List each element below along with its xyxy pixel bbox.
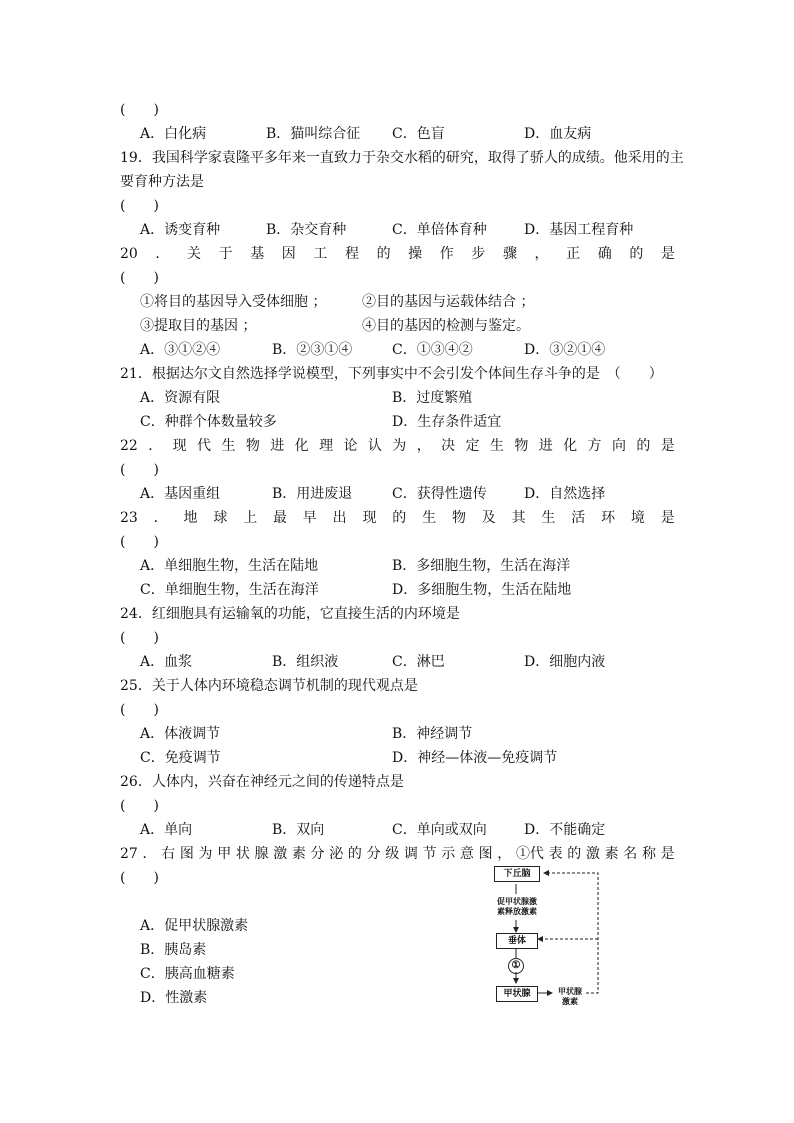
q26-option-a: A．单向 xyxy=(140,822,193,838)
trh-label xyxy=(490,896,544,916)
q27-stem-char: ， xyxy=(497,846,512,862)
q27-stem-char: 示 xyxy=(441,846,456,862)
q23-stem-char: 早 xyxy=(302,510,317,526)
q27-stem-char: 分 xyxy=(310,846,325,862)
q23-stem-char: 环 xyxy=(601,510,616,526)
q20-stem-char: 操 xyxy=(408,246,423,262)
q26-option-c: C．单向或双向 xyxy=(392,822,487,838)
q27-stem-char: 名 xyxy=(623,846,638,862)
q20-stem xyxy=(120,244,675,264)
q27-stem-char: 分 xyxy=(366,846,381,862)
q20-stem-char: 确 xyxy=(597,246,612,262)
q20-stem-char: 的 xyxy=(376,246,391,262)
q27-stem-char: 称 xyxy=(641,846,656,862)
q19-paren: ( ) xyxy=(120,198,159,214)
q20-stem-char: 是 xyxy=(660,246,675,262)
q23-stem-char: 活 xyxy=(571,510,586,526)
q18-option-b: B．猫叫综合征 xyxy=(266,126,361,142)
q20-stem-char: 步 xyxy=(471,246,486,262)
q23-option-b: B．多细胞生物，生活在海洋 xyxy=(392,558,571,574)
q22-stem-char: 方 xyxy=(587,438,602,454)
q22-stem-char: 理 xyxy=(319,438,334,454)
q20-item-3: ③提取目的基因 ； xyxy=(140,318,257,334)
q27-option-a: A．促甲状腺激素 xyxy=(140,918,249,934)
q20-stem-char: 骤 xyxy=(502,246,517,262)
q27-stem-char: 激 xyxy=(273,846,288,862)
q25-option-a: A．体液调节 xyxy=(140,726,221,742)
q21-option-b: B．过度繁殖 xyxy=(392,390,473,406)
q27-stem-char: 表 xyxy=(548,846,563,862)
q20-option-d: D．③②①④ xyxy=(524,342,606,358)
q27-stem-char: 是 xyxy=(660,846,675,862)
q27-stem-char: 级 xyxy=(385,846,400,862)
q24-option-c: C．淋巴 xyxy=(392,654,445,670)
q27-stem-char: 腺 xyxy=(254,846,269,862)
q22-stem-char: 物 xyxy=(245,438,260,454)
q27-stem-char: 意 xyxy=(459,846,474,862)
q20-stem-char: 正 xyxy=(566,246,581,262)
q23-stem-char: 是 xyxy=(660,510,675,526)
q22-stem-char: 是 xyxy=(660,438,675,454)
thyroid-hormone-label xyxy=(554,986,586,1006)
q20-stem-char: 程 xyxy=(344,246,359,262)
q27-stem-char: ． xyxy=(142,846,157,862)
q20-stem-char: ． xyxy=(155,246,170,262)
q21-option-c: C．种群个体数量较多 xyxy=(140,414,277,430)
hormone-1-circle: ① xyxy=(508,958,524,974)
q27-stem-char: 图 xyxy=(179,846,194,862)
q27-stem-char: 泌 xyxy=(329,846,344,862)
q22-stem-char: 化 xyxy=(294,438,309,454)
q27-stem-char: 节 xyxy=(422,846,437,862)
q27-stem-char: 的 xyxy=(347,846,362,862)
q19-stem: 19．我国科学家袁隆平多年来一直致力于杂交水稻的研究，取得了骄人的成绩。他采用的主 xyxy=(120,150,684,166)
q23-stem-char: 及 xyxy=(481,510,496,526)
q25-paren: ( ) xyxy=(120,702,159,718)
q20-stem-char: 因 xyxy=(281,246,296,262)
q22-stem-char: 生 xyxy=(221,438,236,454)
q23-stem-char: 最 xyxy=(272,510,287,526)
q27-stem-char: 为 xyxy=(198,846,213,862)
q27-option-d: D．性激素 xyxy=(140,990,208,1006)
q20-stem-char: ， xyxy=(534,246,549,262)
q22-stem-char: 进 xyxy=(538,438,553,454)
q18-option-d: D．血友病 xyxy=(524,126,592,142)
q26-option-b: B．双向 xyxy=(272,822,325,838)
q23-option-a: A．单细胞生物，生活在陆地 xyxy=(140,558,319,574)
q24-paren: ( ) xyxy=(120,630,159,646)
q20-stem-char: 的 xyxy=(629,246,644,262)
q22-option-a: A．基因重组 xyxy=(140,486,221,502)
q24-stem: 24．红细胞具有运输氧的功能，它直接生活的内环境是 xyxy=(120,606,460,622)
q22-stem-char: ． xyxy=(148,438,163,454)
q25-option-d: D．神经—体液—免疫调节 xyxy=(392,750,558,766)
q20-stem-char: 20 xyxy=(120,246,138,262)
thyroid-regulation-diagram xyxy=(490,862,610,1012)
q23-paren: ( ) xyxy=(120,534,159,550)
q22-option-c: C．获得性遗传 xyxy=(392,486,487,502)
q23-option-c: C．单细胞生物，生活在海洋 xyxy=(140,582,319,598)
q27-stem-char: 调 xyxy=(403,846,418,862)
q23-stem-char: 上 xyxy=(243,510,258,526)
q22-stem-char: 22 xyxy=(120,438,138,454)
q23-stem xyxy=(120,508,675,528)
q20-stem-char: 关 xyxy=(187,246,202,262)
q23-stem-char: 出 xyxy=(332,510,347,526)
q24-option-b: B．组织液 xyxy=(272,654,339,670)
q22-stem-char: 生 xyxy=(489,438,504,454)
q19-option-a: A．诱变育种 xyxy=(140,222,221,238)
q27-stem-char: 图 xyxy=(478,846,493,862)
feedback-to-hypothalamus xyxy=(544,873,598,993)
q20-stem-char: 基 xyxy=(250,246,265,262)
pituitary-box: 垂体 xyxy=(496,933,538,949)
q26-stem: 26．人体内，兴奋在神经元之间的传递特点是 xyxy=(120,774,404,790)
q20-option-b: B．②③①④ xyxy=(272,342,353,358)
q22-stem-char: 进 xyxy=(270,438,285,454)
q27-stem-char: 的 xyxy=(567,846,582,862)
q24-option-d: D．细胞内液 xyxy=(524,654,606,670)
q22-stem-char: 现 xyxy=(172,438,187,454)
q22-stem-char: 化 xyxy=(563,438,578,454)
q20-option-c: C．①③④② xyxy=(392,342,473,358)
q21-option-d: D．生存条件适宜 xyxy=(392,414,502,430)
q22-stem-char: 代 xyxy=(197,438,212,454)
q27-stem-char: ①代 xyxy=(515,846,544,862)
thyroid-box: 甲状腺 xyxy=(496,986,538,1002)
thyroid-hormone-line1: 甲状腺 xyxy=(558,986,582,996)
q19-option-b: B．杂交育种 xyxy=(266,222,347,238)
q27-option-b: B．胰岛素 xyxy=(140,942,207,958)
q22-stem-char: 为 xyxy=(392,438,407,454)
q20-item-2: ②目的基因与运载体结合 ； xyxy=(362,294,535,310)
q27-option-c: C．胰高血糖素 xyxy=(140,966,235,982)
q24-option-a: A．血浆 xyxy=(140,654,193,670)
q18-option-a: A．白化病 xyxy=(140,126,207,142)
q23-stem-char: 球 xyxy=(213,510,228,526)
q22-stem-char: 定 xyxy=(465,438,480,454)
q22-option-b: B．用进废退 xyxy=(272,486,353,502)
q25-stem: 25．关于人体内环境稳态调节机制的现代观点是 xyxy=(120,678,418,694)
q27-stem-char: 右 xyxy=(161,846,176,862)
q27-stem-char: 甲 xyxy=(217,846,232,862)
q23-stem-char: 地 xyxy=(183,510,198,526)
q20-stem-char: 于 xyxy=(218,246,233,262)
q22-stem-char: 决 xyxy=(441,438,456,454)
q19-option-d: D．基因工程育种 xyxy=(524,222,634,238)
q22-stem-char: 向 xyxy=(611,438,626,454)
q23-stem-char: 23 xyxy=(120,510,138,526)
q23-stem-char: 生 xyxy=(541,510,556,526)
q26-option-d: D．不能确定 xyxy=(524,822,606,838)
q27-stem xyxy=(120,844,675,864)
q18-option-c: C．色盲 xyxy=(392,126,445,142)
q19-option-c: C．单倍体育种 xyxy=(392,222,487,238)
q20-stem-char: 工 xyxy=(313,246,328,262)
q23-option-d: D．多细胞生物，生活在陆地 xyxy=(392,582,572,598)
q27-stem-char: 激 xyxy=(585,846,600,862)
q27-stem-char: 状 xyxy=(235,846,250,862)
q23-stem-char: 其 xyxy=(511,510,526,526)
q18-paren: ( ) xyxy=(120,102,159,118)
q20-item-1: ①将目的基因导入受体细胞 ； xyxy=(140,294,327,310)
q26-paren: ( ) xyxy=(120,798,159,814)
q22-stem-char: 论 xyxy=(343,438,358,454)
trh-label-line2: 素释放激素 xyxy=(497,906,537,916)
q25-option-c: C．免疫调节 xyxy=(140,750,221,766)
q23-stem-char: 物 xyxy=(451,510,466,526)
q22-option-d: D．自然选择 xyxy=(524,486,606,502)
q23-stem-char: 现 xyxy=(362,510,377,526)
q23-stem-char: 生 xyxy=(422,510,437,526)
q22-stem xyxy=(120,436,675,456)
q27-paren: ( ) xyxy=(120,870,159,886)
q22-stem-char: 物 xyxy=(514,438,529,454)
q19-stem-cont: 要育种方法是 xyxy=(120,174,204,190)
thyroid-hormone-line2: 激素 xyxy=(562,996,578,1006)
q20-option-a: A．③①②④ xyxy=(140,342,221,358)
q20-item-4: ④目的基因的检测与鉴定。 xyxy=(362,318,530,334)
q22-stem-char: 的 xyxy=(636,438,651,454)
q23-stem-char: 境 xyxy=(630,510,645,526)
q21-stem: 21．根据达尔文自然选择学说模型，下列事实中不会引发个体间生存斗争的是 （ ） xyxy=(120,366,663,382)
q27-stem-char: 27 xyxy=(120,846,138,862)
q23-stem-char: 的 xyxy=(392,510,407,526)
q27-stem-char: 素 xyxy=(291,846,306,862)
q22-stem-char: ， xyxy=(416,438,431,454)
q21-option-a: A．资源有限 xyxy=(140,390,221,406)
q20-stem-char: 作 xyxy=(439,246,454,262)
q23-stem-char: ． xyxy=(153,510,168,526)
q27-stem-char: 素 xyxy=(604,846,619,862)
trh-label-line1: 促甲状腺激 xyxy=(497,896,537,906)
q22-paren: ( ) xyxy=(120,462,159,478)
q20-paren: ( ) xyxy=(120,270,159,286)
q22-stem-char: 认 xyxy=(367,438,382,454)
hypothalamus-box: 下丘脑 xyxy=(494,866,540,882)
q25-option-b: B．神经调节 xyxy=(392,726,473,742)
